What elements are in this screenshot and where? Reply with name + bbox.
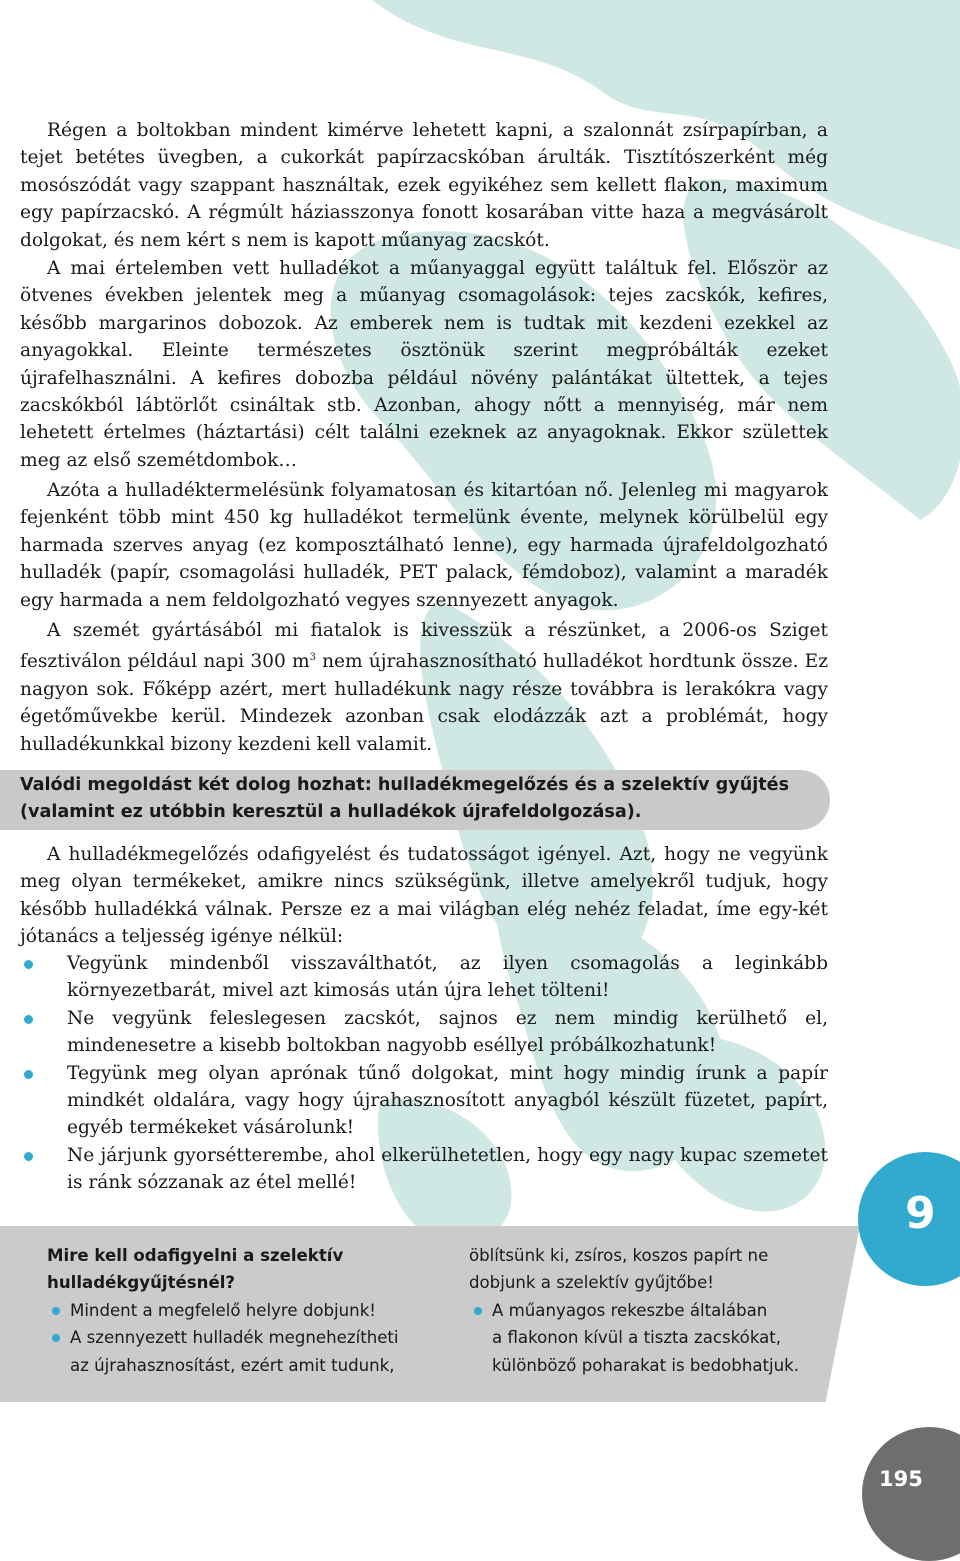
info-box-item-continuation: öblítsünk ki, zsíros, koszos papírt ne — [469, 1246, 769, 1265]
info-box-item-text: A műanyagos rekeszbe általában — [492, 1300, 768, 1320]
bullet-dot-icon — [24, 1070, 33, 1079]
bullet-dot-icon — [24, 960, 33, 969]
intro-paragraph: Régen a boltokban mindent kimérve lehetett kapni, a szalonnát zsírpapírban, a tejet betétes üvegben, a cukorkát papírzacskóban árulták. Tisztítószerként még mosószódát vagy szappant használtak, ezek egyikéhez sem kellett flakon, maximum egy papírzacskó. A régmúlt háziasszonya fonott kosarában vitte haza a megvásárolt dolgokat, és nem kért s nem is kapott műanyag zacskót. — [20, 120, 828, 251]
history-paragraph: A mai értelemben vett hulladékot a műanyaggal együtt találtuk fel. Először az ötvenes években jelentek meg a műanyag csomagolások: tejes zacskók, kefires, később margarinos dobozok. Az emberek nem is tudtak mit kezdeni ezekkel az anyagokkal. Eleinte természetes ösztönük szerint megpróbálták ezeket újrafelhasználni. A kefires dobozba például növény palántákat ültettek, a tejes zacskókból lábtörlőt csináltak stb. Azonban, ahogy nőtt a mennyiség, már nem lehetett értelmes (háztartási) célt találni ezeknek az anyagoknak. Ekkor születtek meg az első szemétdombok… — [20, 258, 828, 471]
info-box-title-line: hulladékgyűjtésnél? — [47, 1273, 236, 1293]
cubic-superscript: 3 — [309, 652, 316, 664]
festival-text-start: A szemét gyártásából mi fiatalok is kivesszük a részünket, a 2006-os Sziget fesztiválon például napi 300 m — [20, 620, 828, 673]
info-box-right-column — [469, 1242, 829, 1379]
list-item — [20, 1005, 828, 1060]
list-item — [20, 1060, 828, 1142]
info-box-item-continuation: az újrahasznosítást, ezért amit tudunk, — [70, 1355, 395, 1375]
info-box-item-text: A szennyezett hulladék megnehezítheti — [70, 1328, 399, 1348]
festival-paragraph — [20, 617, 828, 758]
info-box-item — [47, 1297, 407, 1324]
bullet-dot-icon — [52, 1334, 60, 1342]
info-box-item-continuation: különböző poharakat is bedobhatjuk. — [492, 1355, 800, 1375]
bullet-dot-icon — [24, 1152, 33, 1161]
info-box-item — [469, 1297, 829, 1324]
page-number: 195 — [879, 1467, 923, 1491]
chapter-number: 9 — [905, 1188, 936, 1239]
tips-list — [20, 950, 828, 1197]
info-box-title-line: Mire kell odafigyelni a szelektív — [47, 1246, 344, 1265]
festival-text-end: nem újrahasznosítható hulladékot hordtunk össze. Ez nagyon sok. Főképp azért, mert hulladékunk nagy része továbbra is lerakókra vagy égetőművekbe kerül. Mindezek azonban csak elodázzák azt a problémát, hogy hulladékunkkal bizony kezdeni kell valamit. — [20, 651, 828, 755]
info-box-item-continuation: dobjunk a szelektív gyűjtőbe! — [469, 1273, 714, 1293]
list-item-text: Tegyünk meg olyan aprónak tűnő dolgokat, mint hogy mindig írunk a papír mindkét oldalára, vagy hogy újrahasznosított anyagból készült füzetet, papírt, egyéb termékeket vásárolunk! — [67, 1062, 828, 1139]
prevention-paragraph: A hulladékmegelőzés odafigyelést és tudatosságot igényel. Azt, hogy ne vegyünk meg olyan termékeket, amikre nincs szükségünk, illetve amelyekről tudjuk, hogy később hulladékká válnak. Persze ez a mai világban elég nehéz feladat, íme egy-két jótanács a teljesség igénye nélkül: — [20, 844, 828, 948]
info-box-left-column — [47, 1242, 407, 1379]
list-item-text: Ne járjunk gyorsétterembe, ahol elkerülhetetlen, hogy egy nagy kupac szemetet is ránk sózzanak az étel mellé! — [67, 1144, 828, 1194]
list-item — [20, 950, 828, 1005]
bullet-dot-icon — [474, 1307, 482, 1315]
bullet-dot-icon — [52, 1307, 60, 1315]
chapter-number-badge — [858, 1152, 960, 1286]
info-box-item-text: Mindent a megfelelő helyre dobjunk! — [70, 1300, 376, 1320]
key-solution-statement: Valódi megoldást két dolog hozhat: hulladékmegelőzés és a szelektív gyűjtés (valamint ez utóbbin keresztül a hulladékok újrafeldolgozása). — [20, 775, 790, 823]
info-box-item-continuation: a flakonon kívül a tiszta zacskókat, — [492, 1328, 782, 1348]
info-box-item — [47, 1324, 407, 1351]
bullet-dot-icon — [24, 1015, 33, 1024]
list-item-text: Vegyünk mindenből visszaválthatót, az ilyen csomagolás a leginkább környezetbarát, mivel azt kimosás után újra lehet tölteni! — [67, 953, 828, 1002]
list-item-text: Ne vegyünk feleslegesen zacskót, sajnos ez nem mindig kerülhető el, mindenesetre a kisebb boltokban nagyobb eséllyel próbálkozhatunk! — [67, 1007, 828, 1057]
waste-statistics-paragraph: Azóta a hulladéktermelésünk folyamatosan és kitartóan nő. Jelenleg mi magyarok fejenként több mint 450 kg hulladékot termelünk évente, melynek körülbelül egy harmada szerves anyag (ez komposztálható lenne), egy harmada újrafeldolgozható hulladék (papír, csomagolási hulladék, PET palack, fémdoboz), valamint a maradék egy harmada a nem feldolgozható vegyes szennyezett anyagok. — [20, 480, 828, 611]
list-item — [20, 1142, 828, 1197]
